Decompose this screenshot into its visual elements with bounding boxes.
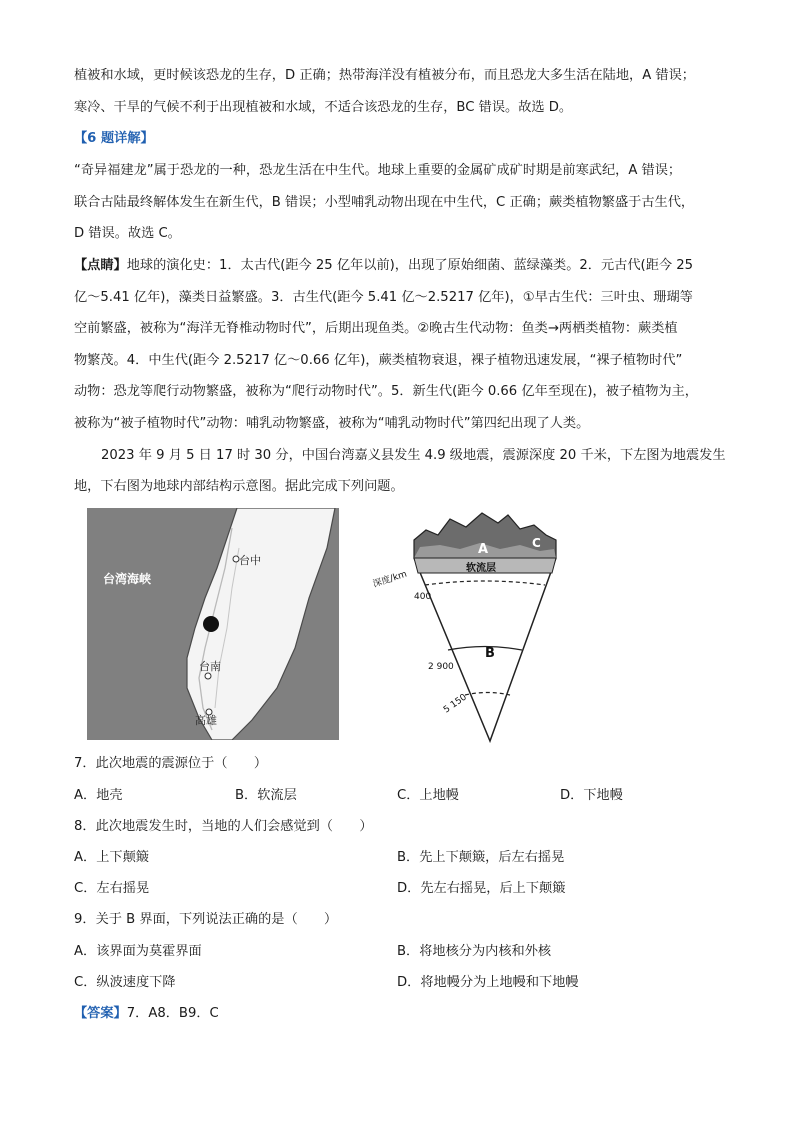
paragraph-line: 物繁茂。4．中生代(距今 2.5217 亿～0.66 亿年)，蕨类植物衰退，裸子植物迅速发展，“裸子植物时代” [74,353,683,368]
paragraph-line: 被称为“被子植物时代”动物：哺乳动物繁盛，被称为“哺乳动物时代”第四纪出现了人类。 [74,416,590,431]
point-label: 【点睛】 [74,258,127,273]
intro-paragraph: 2023 年 9 月 5 日 17 时 30 分，中国台湾嘉义县发生 4.9 级地震，震源深度 20 千米，下左图为地震发生 [101,448,726,463]
option-d: D．先左右摇晃，后上下颠簸 [397,881,566,896]
paragraph-line: 亿～5.41 亿年)，藻类日益繁盛。3．古生代(距今 5.41 亿～2.5217 亿年)，①早古生代：三叶虫、珊瑚等 [74,290,693,305]
paragraph-line: 地，下右图为地球内部结构示意图。据此完成下列问题。 [74,479,404,494]
question-stem: 9．关于 B 界面，下列说法正确的是（ ） [74,912,338,927]
option-c: C．左右摇晃 [74,881,150,896]
strait-label: 台湾海峡 [103,572,152,586]
label-c: C [532,536,541,550]
depth-5150: 5 150 [441,692,469,716]
option-a: A．上下颠簸 [74,850,149,865]
question-6-heading: 【6 题详解】 [74,131,154,146]
question-stem: 7．此次地震的震源位于（ ） [74,756,268,771]
paragraph-line: “奇异福建龙”属于恐龙的一种，恐龙生活在中生代。地球上重要的金属矿成矿时期是前寒武纪，A 错误； [74,163,682,178]
paragraph-line: D 错误。故选 C。 [74,226,181,241]
answer-text: 7．A8．B9．C [126,1006,219,1021]
earth-structure-diagram [370,505,570,745]
paragraph-line: 空前繁盛，被称为“海洋无脊椎动物时代”，后期出现鱼类。②晚古生代动物：鱼类→两栖类植物：蕨类植 [74,321,678,336]
option-d: D．下地幔 [560,788,623,803]
paragraph-line: 联合古陆最终解体发生在新生代，B 错误；小型哺乳动物出现在中生代，C 正确；蕨类植物繁盛于古生代， [74,195,695,210]
point-text: 地球的演化史：1．太古代(距今 25 亿年以前)，出现了原始细菌、蓝绿藻类。2．元古代(距今 25 [126,258,694,273]
epicenter-marker [203,616,219,632]
option-c: C．上地幔 [397,788,459,803]
label-b: B [485,646,495,661]
city-label: 台南 [199,660,221,673]
answer-label: 【答案】 [74,1006,127,1021]
depth-axis-label: 深度/km [371,569,409,590]
point-paragraph [74,256,734,276]
option-a: A．地壳 [74,788,123,803]
layer-label: 软流层 [466,563,496,574]
paragraph-line: 动物：恐龙等爬行动物繁盛，被称为“爬行动物时代”。5．新生代(距今 0.66 亿年至现在)，被子植物为主， [74,384,698,399]
city-label: 高雄 [195,714,217,727]
depth-400: 400 [414,592,432,602]
paragraph-line: 寒冷、干旱的气候不利于出现植被和水域，不适合该恐龙的生存，BC 错误。故选 D。 [74,100,573,115]
question-stem: 8．此次地震发生时，当地的人们会感觉到（ ） [74,819,373,834]
label-a: A [478,542,489,557]
taiwan-map-figure [87,508,339,740]
option-b: B．先上下颠簸，后左右摇晃 [397,850,565,865]
paragraph-line: 植被和水域，更时候该恐龙的生存，D 正确；热带海洋没有植被分布，而且恐龙大多生活在陆地，A 错误； [74,68,695,83]
depth-2900: 2 900 [428,662,454,672]
option-a: A．该界面为莫霍界面 [74,944,202,959]
option-b: B．软流层 [235,788,297,803]
answer-line [74,1004,734,1024]
option-d: D．将地幔分为上地幔和下地幔 [397,975,579,990]
option-c: C．纵波速度下降 [74,975,176,990]
city-label: 台中 [239,554,261,567]
option-b: B．将地核分为内核和外核 [397,944,552,959]
